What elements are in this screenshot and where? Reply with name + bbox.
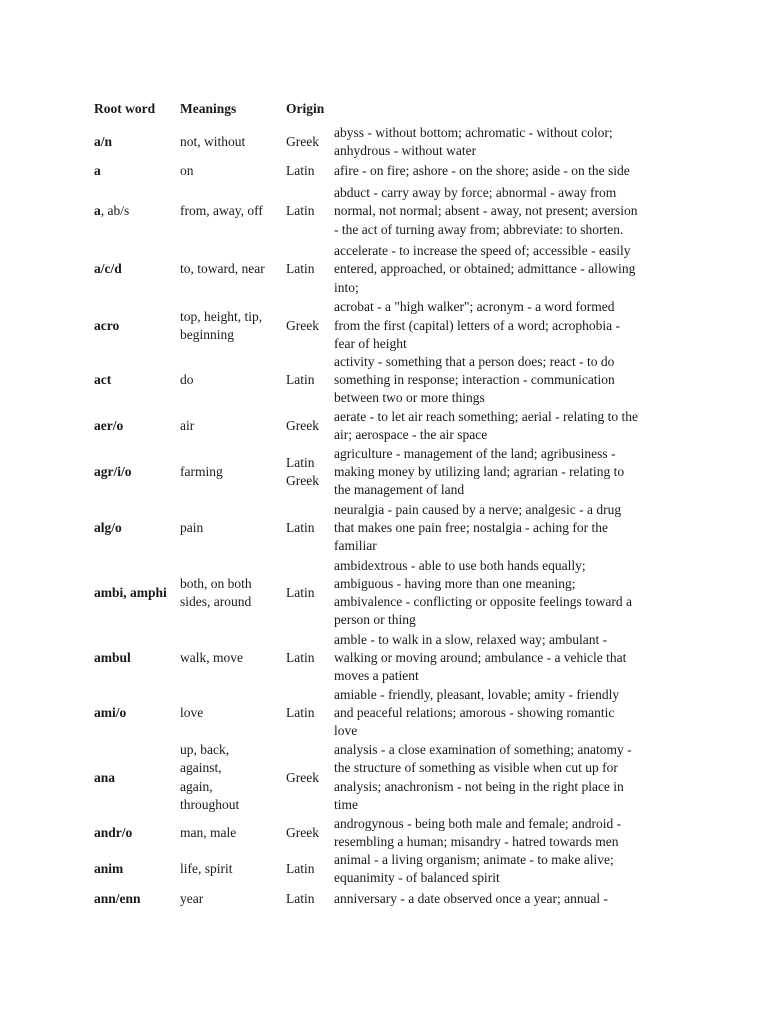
- table-row: [90, 630, 680, 686]
- root-word-bold: ami/o: [94, 705, 127, 721]
- root-word-cell: [90, 182, 176, 240]
- root-word-bold: a: [94, 163, 101, 179]
- examples-cell: ambidextrous - able to use both hands equally; ambiguous - having more than one meaning; ambivalence - conflicting or opposite feelings toward a person or thing: [334, 557, 633, 628]
- meanings-cell: year: [180, 891, 204, 907]
- origin-cell: Greek: [286, 824, 319, 840]
- root-word-bold: ambul: [94, 649, 131, 665]
- origin-cell: Latin: [286, 519, 315, 535]
- root-word-bold: ann/enn: [94, 891, 141, 907]
- meanings-cell: walk, move: [180, 649, 243, 665]
- examples-cell: analysis - a close examination of something; anatomy - the structure of something as visible when cut up for analysis; anachronism - not being in the right place in time: [334, 742, 632, 812]
- table-row: [90, 815, 680, 851]
- table-row: [90, 240, 680, 298]
- root-word-cell: [90, 124, 176, 160]
- table-row: [90, 851, 680, 887]
- table-row: [90, 124, 680, 160]
- meanings-cell: to, toward, near: [180, 261, 265, 277]
- origin-cell: Latin: [286, 891, 315, 907]
- root-word-bold: alg/o: [94, 519, 122, 535]
- table-row: [90, 741, 680, 815]
- root-word-plain: , ab/s: [100, 203, 130, 219]
- origin-cell: Latin: [286, 372, 315, 388]
- examples-cell: abduct - carry away by force; abnormal - away from normal, not normal; absent - away, not present; aversion - the act of turning away from; abbreviate: to shorten.: [334, 185, 638, 237]
- origin-cell: Latin: [286, 861, 315, 877]
- origin-cell: Latin: [286, 163, 315, 179]
- root-word-cell: [90, 298, 176, 353]
- origin-cell: Greek: [286, 134, 319, 150]
- examples-cell: amiable - friendly, pleasant, lovable; amity - friendly and peaceful relations; amorous - showing romantic love: [334, 687, 620, 739]
- table-header-row: [90, 92, 680, 124]
- root-word-cell: [90, 408, 176, 444]
- origin-cell: Latin: [286, 649, 315, 665]
- meanings-cell: pain: [180, 519, 204, 535]
- table-row: [90, 408, 680, 444]
- header-examples: [330, 92, 680, 124]
- root-word-bold: agr/i/o: [94, 463, 132, 479]
- examples-cell: neuralgia - pain caused by a nerve; analgesic - a drug that makes one pain free; nostalgia - aching for the familiar: [334, 501, 622, 554]
- table-row: [90, 444, 680, 500]
- origin-cell: Greek: [286, 769, 319, 785]
- meanings-cell: from, away, off: [180, 203, 263, 219]
- table-row: [90, 353, 680, 408]
- root-word-bold: anim: [94, 861, 124, 877]
- meanings-cell: farming: [180, 463, 223, 479]
- examples-cell: acrobat - a "high walker"; acronym - a word formed from the first (capital) letters of a word; acrophobia - fear of height: [334, 299, 621, 351]
- root-word-cell: [90, 630, 176, 686]
- root-word-cell: [90, 741, 176, 815]
- meanings-cell: up, back, against, again, throughout: [180, 742, 240, 812]
- root-word-cell: [90, 851, 176, 887]
- meanings-cell: top, height, tip, beginning: [180, 308, 263, 342]
- examples-cell: anniversary - a date observed once a year; annual -: [334, 891, 608, 907]
- origin-cell: Latin: [286, 705, 315, 721]
- origin-cell: Latin Greek: [286, 454, 319, 489]
- root-word-bold: a: [94, 203, 101, 219]
- root-word-bold: ambi, amphi: [94, 584, 167, 600]
- origin-cell: Latin: [286, 584, 315, 600]
- root-word-table: [90, 92, 680, 911]
- examples-cell: activity - something that a person does; react - to do something in response; interaction - communication between two or more things: [334, 354, 615, 406]
- root-word-bold: aer/o: [94, 417, 124, 433]
- meanings-cell: not, without: [180, 134, 246, 150]
- meanings-cell: love: [180, 705, 204, 721]
- table-row: [90, 298, 680, 353]
- meanings-cell: life, spirit: [180, 861, 233, 877]
- header-meanings: Meanings: [180, 101, 237, 116]
- table-row: [90, 160, 680, 182]
- examples-cell: accelerate - to increase the speed of; accessible - easily entered, approached, or obtained; admittance - allowing into;: [334, 243, 636, 295]
- root-word-cell: [90, 556, 176, 630]
- examples-cell: amble - to walk in a slow, relaxed way; ambulant - walking or moving around; ambulance - a vehicle that moves a patient: [334, 631, 627, 684]
- root-word-cell: [90, 815, 176, 851]
- examples-cell: abyss - without bottom; achromatic - without color; anhydrous - without water: [334, 125, 613, 159]
- root-word-cell: [90, 887, 176, 911]
- examples-cell: animal - a living organism; animate - to make alive; equanimity - of balanced spirit: [334, 852, 614, 886]
- root-word-bold: ana: [94, 769, 116, 785]
- meanings-cell: air: [180, 417, 195, 433]
- root-word-cell: [90, 353, 176, 408]
- table-row: [90, 686, 680, 741]
- meanings-cell: on: [180, 163, 194, 179]
- root-word-bold: acro: [94, 317, 120, 333]
- examples-cell: afire - on fire; ashore - on the shore; aside - on the side: [334, 163, 630, 179]
- root-word-bold: andr/o: [94, 824, 133, 840]
- table-row: [90, 500, 680, 556]
- root-word-cell: [90, 500, 176, 556]
- root-word-cell: [90, 686, 176, 741]
- examples-cell: aerate - to let air reach something; aerial - relating to the air; aerospace - the air space: [334, 408, 638, 442]
- origin-cell: Greek: [286, 317, 319, 333]
- meanings-cell: do: [180, 372, 194, 388]
- root-word-bold: act: [94, 372, 112, 388]
- meanings-cell: man, male: [180, 824, 237, 840]
- examples-cell: androgynous - being both male and female; android - resembling a human; misandry - hatred towards men: [334, 815, 622, 849]
- root-word-cell: [90, 160, 176, 182]
- root-word-bold: a/c/d: [94, 261, 122, 277]
- origin-cell: Greek: [286, 417, 319, 433]
- meanings-cell: both, on both sides, around: [180, 575, 252, 610]
- table-row: [90, 556, 680, 630]
- root-word-cell: [90, 444, 176, 500]
- examples-cell: agriculture - management of the land; agribusiness - making money by utilizing land; agrarian - relating to the management of land: [334, 445, 625, 498]
- root-word-cell: [90, 240, 176, 298]
- root-word-bold: a/n: [94, 134, 113, 150]
- header-origin: Origin: [286, 101, 325, 116]
- table-row: [90, 182, 680, 240]
- origin-cell: Latin: [286, 203, 315, 219]
- table-row: [90, 887, 680, 911]
- header-root-word: Root word: [94, 101, 156, 116]
- origin-cell: Latin: [286, 261, 315, 277]
